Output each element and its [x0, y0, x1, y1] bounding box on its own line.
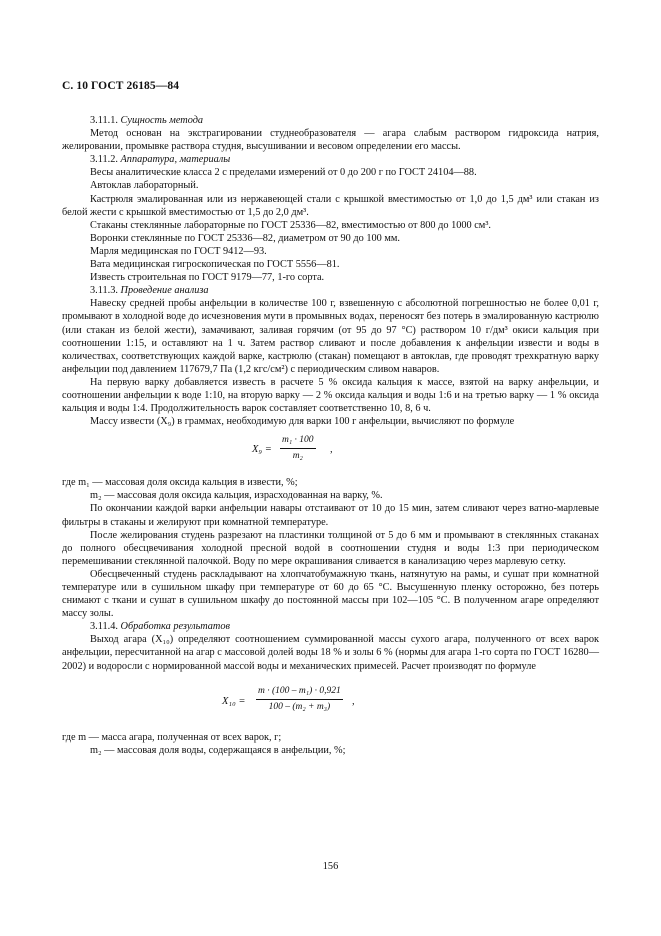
paragraph: Массу извести (X₉) в граммах, необходимую для варки 100 г анфельции, вычисляют по формуле	[90, 416, 515, 428]
paragraph: После желирования студень разрезают на пластинки толщиной от 5 до 6 мм и промывают в стеклянных стаканах до полного обесцвечивания холодной пресной водой в соотношении студня и воды 1:3 при периодическом перемешивании стеклянной палочкой. Воду по мере окрашивания сливается в канализацию через марлевую сетку.	[62, 529, 599, 567]
section-number: 3.11.2.	[90, 154, 118, 166]
document-body	[62, 114, 599, 757]
formula-numerator: m₁ · 100	[280, 434, 316, 449]
list-item: Вата медицинская гигроскопическая по ГОСТ 5556—81.	[90, 259, 340, 271]
formula-denominator: m₂	[292, 451, 303, 462]
section-title: Сущность метода	[120, 115, 204, 126]
section-title: Проведение анализа	[120, 285, 209, 297]
paragraph: Обесцвеченный студень раскладывают на хлопчатобумажную ткань, натянутую на рамы, и сушат при комнатной температуре или в сушильном шкафу при температуре от 60 до 65 °С. Высушенную пленку осторожно, без потерь снимают с ткани и сушат в сушильном шкафу до постоянной массы при 102—105 °С. В полученном агаре определяют массу золы.	[62, 568, 599, 620]
section-title: Аппаратура, материалы	[120, 154, 231, 166]
formula-denominator: 100 – (m₂ + m₃)	[268, 701, 331, 712]
section-heading	[62, 114, 599, 127]
list-item: Известь строительная по ГОСТ 9179—77, 1-го сорта.	[90, 272, 325, 284]
formula-lime-mass	[62, 428, 599, 470]
list-item: Воронки стеклянные по ГОСТ 25336—82, диаметром от 90 до 100 мм.	[90, 232, 400, 244]
legend-line: m₂ — массовая доля оксида кальция, израсходованная на варку, %.	[90, 490, 383, 502]
formula-tail: ,	[352, 695, 355, 707]
page-header: С. 10 ГОСТ 26185—84	[62, 80, 180, 92]
paragraph: Выход агара (X₁₀) определяют соотношением суммированной массы сухого агара, полученного от всех варок анфельции, пересчитанной на агар с массовой долей воды 18 % и золы 6 % (нормы для агара 1-го сорта по ГОСТ 16280—2002) и водоросли с нормированной массой воды и механических примесей. Расчет производят по формуле	[62, 634, 599, 672]
page-number: 156	[322, 861, 339, 872]
list-item: Стаканы стеклянные лабораторные по ГОСТ 25336—82, вместимостью от 800 до 1000 см³.	[90, 219, 491, 231]
legend-line: m₂ — массовая доля воды, содержащаяся в анфельции, %;	[90, 744, 346, 756]
paragraph: На первую варку добавляется известь в расчете 5 % оксида кальция к массе, взятой на варку анфельции, и соотношении анфельции к воде 1:10, на вторую варку — 2 % оксида кальция и воды 1:6 и на третью варку — 1 % оксида кальция и воды 1:4. Продолжительность варок составляет соответственно 10, 8, 6 ч.	[62, 376, 599, 415]
paragraph: По окончании каждой варки анфельции навары отстаивают от 10 до 15 мин, затем сливают через ватно-марлевые фильтры в стаканы и желируют при комнатной температуре.	[62, 503, 599, 528]
formula-lhs: X₁₀ =	[222, 695, 246, 707]
formula-fraction	[280, 434, 316, 463]
section-heading	[62, 153, 599, 166]
formula-tail: ,	[330, 444, 333, 456]
formula-lhs: X₉ =	[252, 444, 272, 456]
section-number: 3.11.1.	[90, 115, 118, 126]
formula-agar-yield	[62, 679, 599, 723]
legend-line: где m — масса агара, полученная от всех варок, г;	[62, 731, 282, 743]
section-heading	[62, 284, 599, 297]
legend-line: где m₁ — массовая доля оксида кальция в извести, %;	[62, 477, 298, 489]
list-item: Кастрюля эмалированная или из нержавеющей стали с крышкой вместимостью от 1,0 до 1,5 дм³ или стакан из белой жести с крышкой вместимостью от 1,5 до 2,0 дм³.	[62, 193, 599, 218]
formula-fraction	[256, 685, 343, 714]
list-item: Марля медицинская по ГОСТ 9412—93.	[90, 245, 267, 257]
section-title: Обработка результатов	[120, 621, 230, 633]
list-item: Весы аналитические класса 2 с пределами измерений от 0 до 200 г по ГОСТ 24104—88.	[90, 167, 477, 179]
paragraph: Метод основан на экстрагировании студнеобразователя — агара слабым раствором гидроксида натрия, желировании, промывке раствора студня, высушивании и весовом определении его массы.	[62, 128, 599, 153]
section-number: 3.11.3.	[90, 285, 118, 297]
paragraph: Навеску средней пробы анфельции в количестве 100 г, взвешенную с абсолютной погрешностью не более 0,01 г, промывают в холодной воде до исчезновения мути в промывных водах, переносят без потерь в эмалированную кастрюлю (или стакан из белой жести), замачивают, заливая горячим (от 95 до 97 °С) раствором 10 г/дм³ окиси кальция при соотношении 1:15, и оставляют на 1 ч. Затем раствор сливают и после добавления к анфельции извести и воды в количествах, соответствующих каждой варке, кастрюлю (стакан) помещают в автоклав, где проводят трехкратную варку анфельции под давлением 117679,7 Па (1,2 кгс/см²) с периодическим сливом наваров.	[62, 298, 599, 375]
section-heading	[62, 620, 599, 633]
section-number: 3.11.4.	[90, 621, 118, 633]
list-item: Автоклав лабораторный.	[90, 180, 199, 192]
formula-numerator: m · (100 – m₁) · 0,921	[256, 685, 343, 700]
